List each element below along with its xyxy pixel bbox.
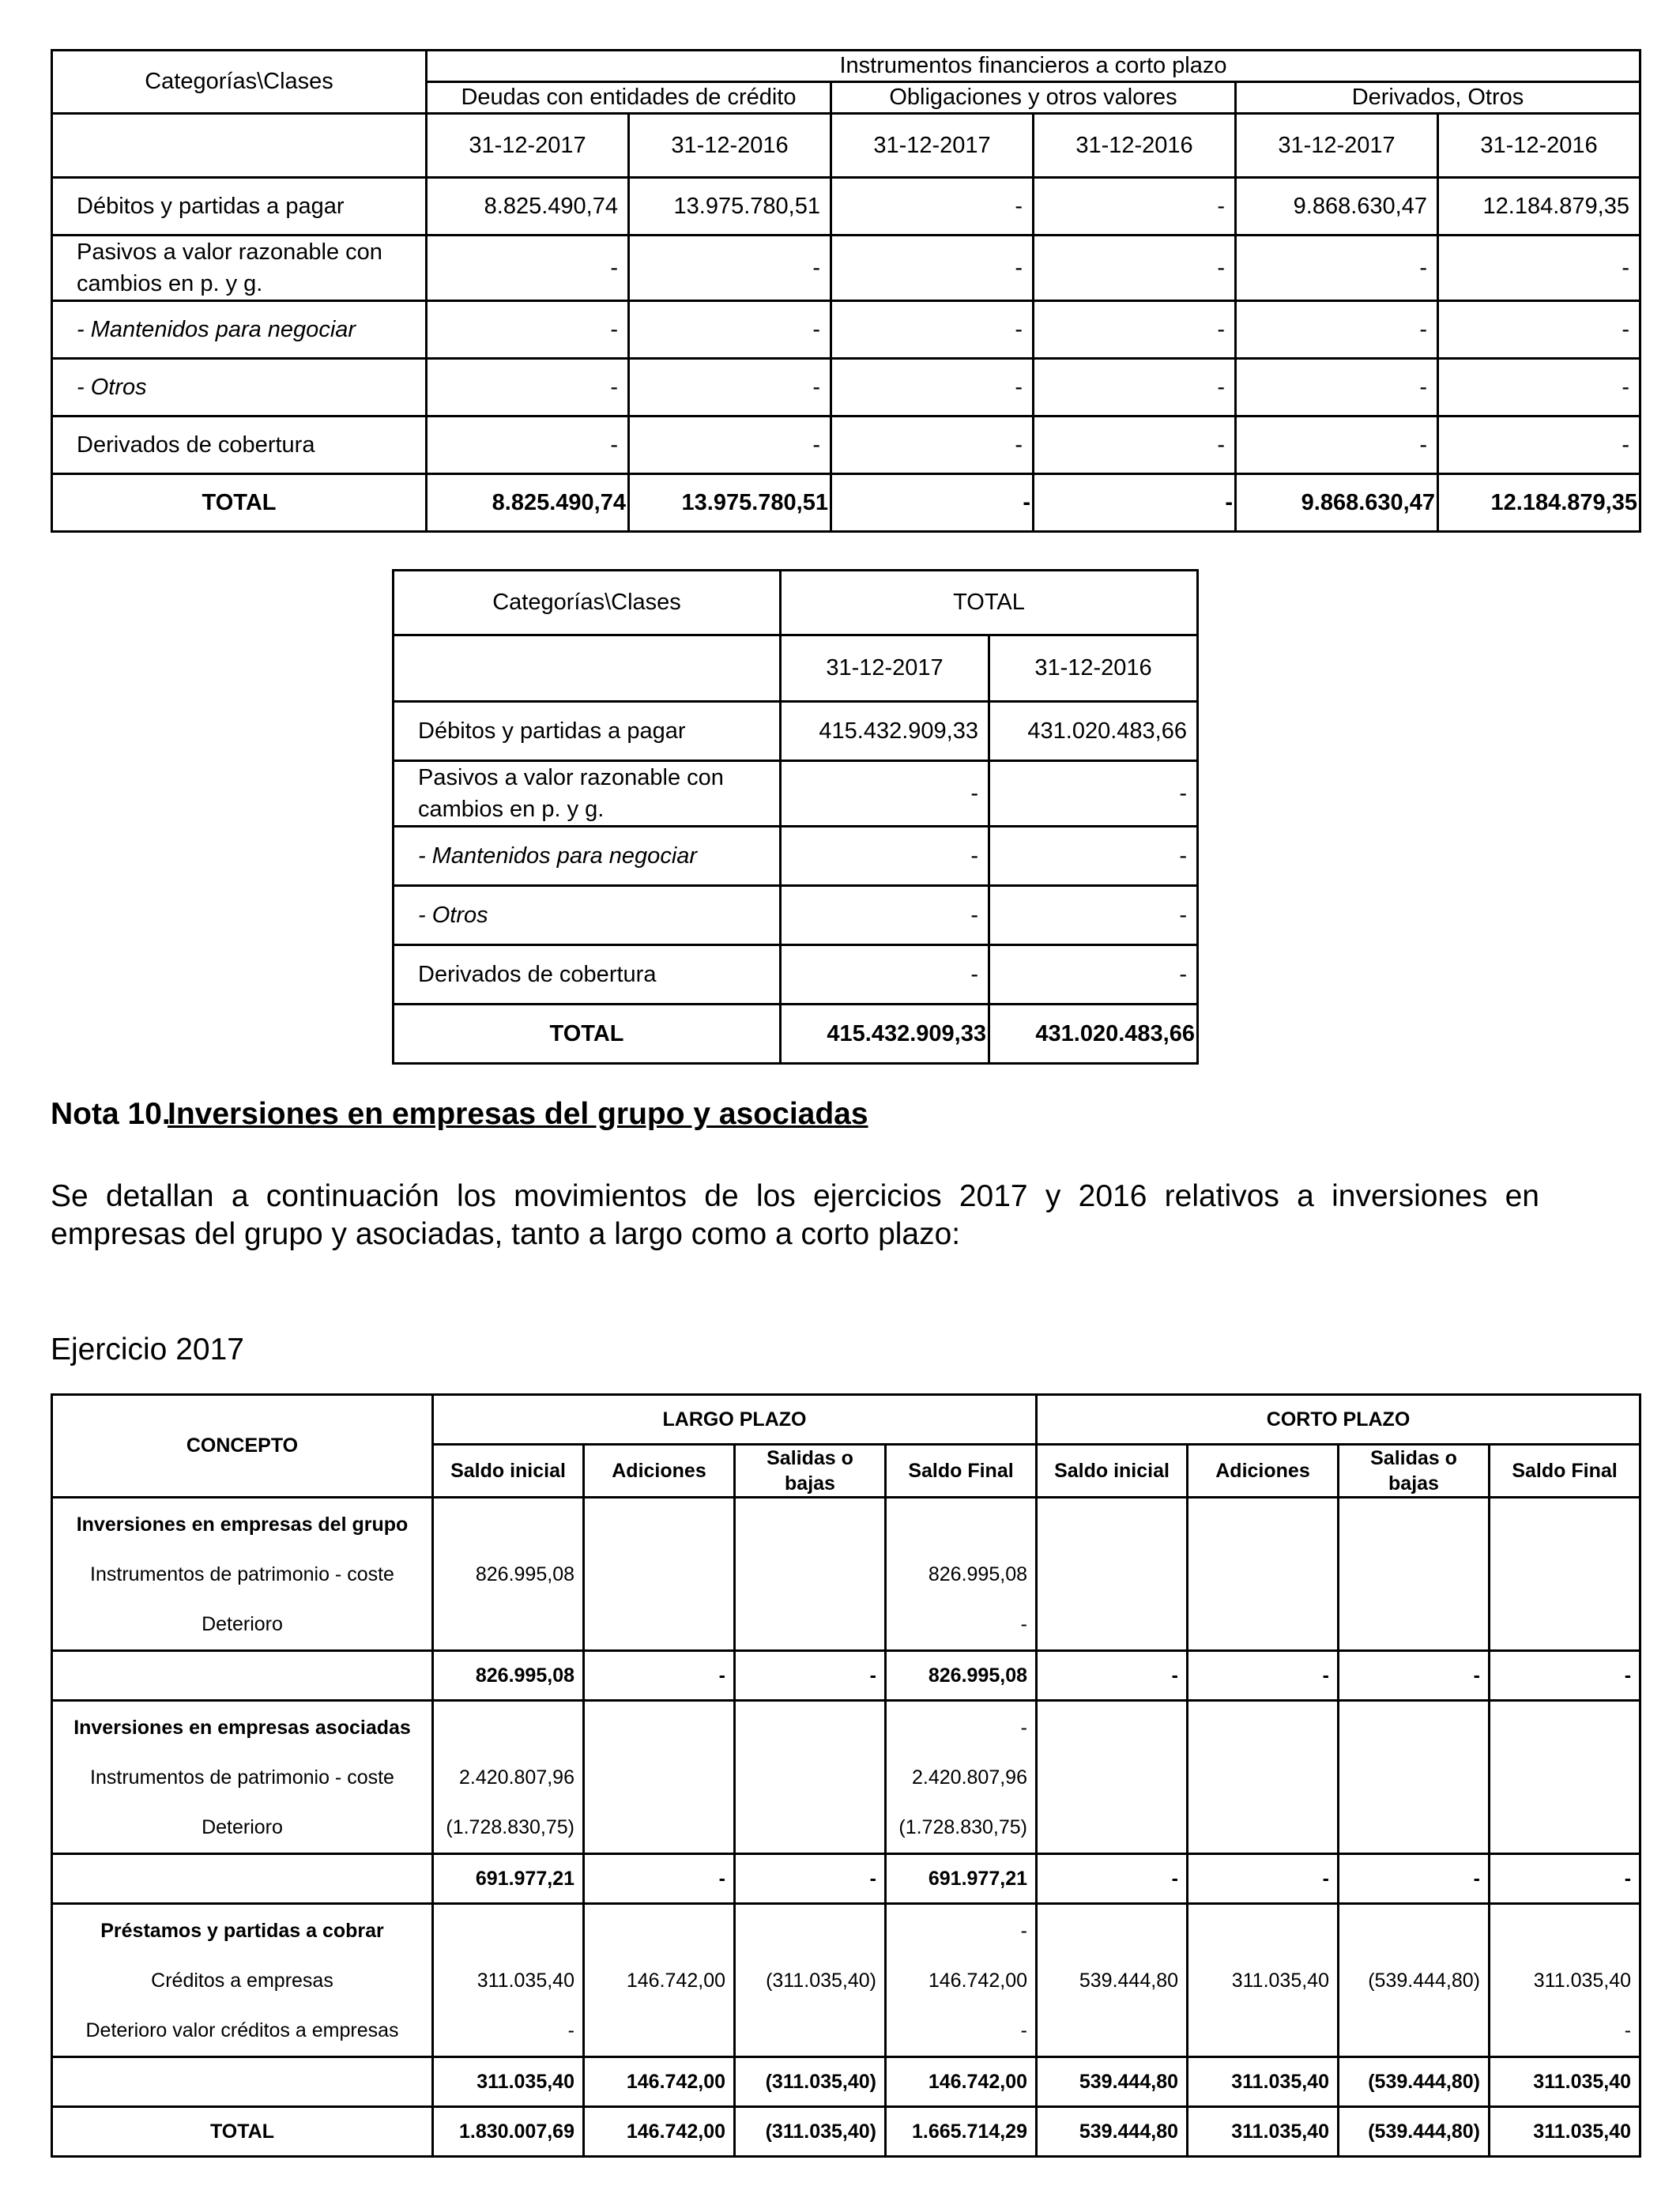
line-label: Deterioro <box>202 1613 283 1635</box>
value-cell: - <box>427 417 629 474</box>
value-cell: - <box>831 301 1034 359</box>
value-cell-stack <box>1037 1498 1188 1651</box>
value-cell: 12.184.879,35 <box>1438 178 1640 236</box>
value-cell: - <box>1438 417 1640 474</box>
value-cell <box>1045 1550 1178 1600</box>
value-cell-stack <box>735 1904 886 2057</box>
value-cell: 311.035,40 <box>477 1970 574 1992</box>
value-cell: - <box>1236 417 1438 474</box>
subtotal-cell: - <box>1490 1651 1640 1701</box>
label-stack <box>61 1500 424 1649</box>
value-cell <box>1498 1500 1631 1550</box>
subtotal-cell: 539.444,80 <box>1037 2057 1188 2107</box>
value-cell: - <box>1236 236 1438 301</box>
value-cell-stack <box>433 1498 584 1651</box>
value-cell: - <box>1034 301 1236 359</box>
column-header: Salidas o bajas <box>735 1445 886 1498</box>
table-row <box>394 886 1198 945</box>
value-stack <box>442 1703 574 1853</box>
value-stack <box>593 1500 725 1649</box>
total-cell: (311.035,40) <box>735 2107 886 2157</box>
value-cell-stack <box>584 1904 735 2057</box>
value-cell <box>1045 1600 1178 1649</box>
value-cell <box>744 1753 876 1803</box>
table-row <box>52 417 1640 474</box>
value-cell: - <box>1020 1717 1027 1739</box>
value-cell <box>1196 1500 1329 1550</box>
subtotal-row <box>52 1854 1640 1904</box>
value-cell: 415.432.909,33 <box>781 702 989 761</box>
value-stack <box>1196 1703 1329 1853</box>
subtotal-cell: - <box>1339 1651 1490 1701</box>
value-cell: - <box>831 474 1034 532</box>
table-row <box>52 236 1640 301</box>
value-cell: 8.825.490,74 <box>427 178 629 236</box>
value-cell <box>1498 1703 1631 1753</box>
value-cell-stack <box>735 1701 886 1854</box>
subtotal-cell: - <box>735 1854 886 1904</box>
value-cell-stack <box>886 1701 1037 1854</box>
note-paragraph: Se detallan a continuación los movimientos de los ejercicios 2017 y 2016 relativos a inversiones en empresas del grupo y asociadas, tanto a largo como a corto plazo: <box>51 1179 1539 1251</box>
value-cell: - <box>427 236 629 301</box>
value-cell: 9.868.630,47 <box>1236 178 1438 236</box>
value-cell: 2.420.807,96 <box>912 1766 1027 1789</box>
value-cell: 8.825.490,74 <box>427 474 629 532</box>
value-cell: 826.995,08 <box>928 1563 1027 1585</box>
total-row <box>394 1005 1198 1064</box>
value-cell: - <box>989 886 1198 945</box>
value-stack <box>895 1703 1027 1853</box>
block-labels <box>52 1701 433 1854</box>
table2-corner-header: Categorías\Clases <box>394 571 781 635</box>
value-cell: 13.975.780,51 <box>629 474 831 532</box>
value-cell: 539.444,80 <box>1079 1970 1178 1992</box>
row-label: - Mantenidos para negociar <box>52 301 427 359</box>
value-cell: - <box>1438 236 1640 301</box>
value-cell: - <box>1236 359 1438 417</box>
value-stack <box>1347 1703 1480 1853</box>
subtotal-cell: - <box>584 1651 735 1701</box>
value-cell <box>1498 1906 1631 1956</box>
value-cell: 9.868.630,47 <box>1236 474 1438 532</box>
value-cell: - <box>1020 1613 1027 1635</box>
value-cell: - <box>629 417 831 474</box>
value-cell: 431.020.483,66 <box>989 1005 1198 1064</box>
value-cell-stack <box>1490 1498 1640 1651</box>
value-cell: (539.444,80) <box>1368 1970 1480 1992</box>
value-cell <box>1347 1500 1480 1550</box>
value-cell <box>1045 1906 1178 1956</box>
row-label: TOTAL <box>52 474 427 532</box>
column-header: Saldo inicial <box>1037 1445 1188 1498</box>
value-cell: - <box>567 2019 574 2041</box>
value-cell <box>744 1703 876 1753</box>
value-stack <box>1045 1500 1178 1649</box>
detail-block-row <box>52 1904 1640 2057</box>
value-cell <box>1196 1600 1329 1649</box>
value-cell-stack <box>433 1701 584 1854</box>
concept-header: CONCEPTO <box>52 1395 433 1498</box>
value-cell <box>1196 1753 1329 1803</box>
total-liabilities-table <box>392 569 1199 1065</box>
value-cell <box>1347 2006 1480 2056</box>
value-stack <box>593 1906 725 2056</box>
value-stack <box>1498 1906 1631 2056</box>
value-cell: 13.975.780,51 <box>629 178 831 236</box>
value-cell <box>1045 1803 1178 1853</box>
value-cell <box>1045 1500 1178 1550</box>
column-header: Saldo Final <box>886 1445 1037 1498</box>
table-row <box>394 827 1198 886</box>
subtotal-cell: - <box>735 1651 886 1701</box>
value-cell <box>1347 1550 1480 1600</box>
total-cell: 1.665.714,29 <box>886 2107 1037 2157</box>
value-cell: (311.035,40) <box>766 1970 876 1992</box>
row-label: Derivados de cobertura <box>394 945 781 1005</box>
value-cell-stack <box>886 1904 1037 2057</box>
table-row <box>52 359 1640 417</box>
value-cell-stack <box>584 1701 735 1854</box>
note-heading <box>51 1097 868 1132</box>
line-label: Instrumentos de patrimonio - coste <box>90 1563 394 1585</box>
value-cell <box>744 1803 876 1853</box>
value-cell: - <box>1236 301 1438 359</box>
value-stack <box>1045 1703 1178 1853</box>
value-cell: - <box>1624 2019 1632 2041</box>
value-cell: 2.420.807,96 <box>459 1766 574 1789</box>
row-label: TOTAL <box>394 1005 781 1064</box>
value-cell: - <box>989 827 1198 886</box>
value-cell <box>1347 1906 1480 1956</box>
label-stack <box>61 1703 424 1853</box>
value-cell: - <box>781 761 989 827</box>
value-cell: - <box>1438 359 1640 417</box>
total-cell: 311.035,40 <box>1490 2107 1640 2157</box>
value-cell-stack <box>584 1498 735 1651</box>
line-label: Deterioro <box>202 1816 283 1838</box>
value-cell-stack <box>1188 1498 1339 1651</box>
value-stack <box>744 1500 876 1649</box>
value-cell: - <box>629 359 831 417</box>
subtotal-cell: (311.035,40) <box>735 2057 886 2107</box>
column-header: Salidas o bajas <box>1339 1445 1490 1498</box>
table-row <box>52 178 1640 236</box>
value-cell <box>895 1500 1027 1550</box>
subtotal-cell: - <box>1188 1854 1339 1904</box>
value-cell <box>593 1803 725 1853</box>
value-stack <box>1347 1500 1480 1649</box>
total-cell: 1.830.007,69 <box>433 2107 584 2157</box>
value-cell <box>1498 1600 1631 1649</box>
row-label: Débitos y partidas a pagar <box>394 702 781 761</box>
value-stack <box>593 1703 725 1853</box>
value-cell: - <box>1034 236 1236 301</box>
row-label: Pasivos a valor razonable con cambios en p. y g. <box>52 236 427 301</box>
subtotal-cell: (539.444,80) <box>1339 2057 1490 2107</box>
value-cell-stack <box>1037 1904 1188 2057</box>
subtotal-empty-label <box>52 1854 433 1904</box>
total-cell: (539.444,80) <box>1339 2107 1490 2157</box>
subtotal-empty-label <box>52 1651 433 1701</box>
row-label: - Mantenidos para negociar <box>394 827 781 886</box>
value-cell <box>442 1906 574 1956</box>
short-term-liabilities-table <box>51 49 1641 533</box>
value-cell <box>442 1600 574 1649</box>
exercise-subheading: Ejercicio 2017 <box>51 1333 244 1367</box>
table1-date-header: 31-12-2017 <box>1236 114 1438 178</box>
line-label: Créditos a empresas <box>151 1970 333 1992</box>
value-stack <box>1498 1500 1631 1649</box>
value-cell <box>744 1906 876 1956</box>
value-cell: 415.432.909,33 <box>781 1005 989 1064</box>
table2-empty-cell <box>394 635 781 702</box>
value-stack <box>442 1906 574 2056</box>
total-row <box>52 474 1640 532</box>
value-cell-stack <box>735 1498 886 1651</box>
table-row <box>394 702 1198 761</box>
value-cell <box>442 1500 574 1550</box>
value-cell: 146.742,00 <box>928 1970 1027 1992</box>
value-cell: - <box>1034 359 1236 417</box>
subtotal-cell: 691.977,21 <box>886 1854 1037 1904</box>
value-cell <box>593 1753 725 1803</box>
note-title: Inversiones en empresas del grupo y asociadas <box>168 1097 868 1131</box>
value-cell-stack <box>886 1498 1037 1651</box>
value-cell: 12.184.879,35 <box>1438 474 1640 532</box>
subtotal-cell: - <box>1490 1854 1640 1904</box>
subtotal-cell: 146.742,00 <box>886 2057 1037 2107</box>
total-row <box>52 2107 1640 2157</box>
value-stack <box>1347 1906 1480 2056</box>
row-label: - Otros <box>394 886 781 945</box>
value-cell: - <box>989 945 1198 1005</box>
value-cell <box>744 1550 876 1600</box>
value-cell <box>1196 1550 1329 1600</box>
value-cell: - <box>1034 178 1236 236</box>
value-cell <box>1196 2006 1329 2056</box>
table2-date-header: 31-12-2016 <box>989 635 1198 702</box>
value-stack <box>895 1906 1027 2056</box>
value-cell-stack <box>1339 1498 1490 1651</box>
value-cell <box>744 1600 876 1649</box>
line-label: Instrumentos de patrimonio - coste <box>90 1766 394 1789</box>
value-cell <box>1196 1703 1329 1753</box>
value-cell <box>593 1500 725 1550</box>
value-cell <box>1498 1550 1631 1600</box>
table2-date-header: 31-12-2017 <box>781 635 989 702</box>
value-cell <box>1498 1753 1631 1803</box>
value-cell <box>1498 1803 1631 1853</box>
value-cell: 311.035,40 <box>1533 1970 1632 1992</box>
value-cell <box>1045 1703 1178 1753</box>
value-stack <box>744 1906 876 2056</box>
section-title: Préstamos y partidas a cobrar <box>100 1920 384 1942</box>
row-label: - Otros <box>52 359 427 417</box>
value-cell <box>1347 1703 1480 1753</box>
table1-empty-cell <box>52 114 427 178</box>
total-cell: 539.444,80 <box>1037 2107 1188 2157</box>
value-cell: - <box>629 236 831 301</box>
value-stack <box>744 1703 876 1853</box>
total-label: TOTAL <box>52 2107 433 2157</box>
value-cell <box>442 1703 574 1753</box>
subtotal-row <box>52 2057 1640 2107</box>
table-row <box>394 761 1198 827</box>
value-cell-stack <box>433 1904 584 2057</box>
column-header: Saldo Final <box>1490 1445 1640 1498</box>
value-cell <box>1347 1753 1480 1803</box>
column-header: Adiciones <box>1188 1445 1339 1498</box>
short-term-header: CORTO PLAZO <box>1037 1395 1640 1445</box>
value-cell <box>593 1906 725 1956</box>
value-cell: 431.020.483,66 <box>989 702 1198 761</box>
table1-subgroup-header: Obligaciones y otros valores <box>831 82 1236 114</box>
value-stack <box>895 1500 1027 1649</box>
value-cell: - <box>781 827 989 886</box>
table1-date-header: 31-12-2016 <box>1034 114 1236 178</box>
value-cell: - <box>629 301 831 359</box>
value-cell: 826.995,08 <box>475 1563 574 1585</box>
value-cell: 311.035,40 <box>1231 1970 1329 1992</box>
value-cell: - <box>1034 474 1236 532</box>
table1-subgroup-header: Deudas con entidades de crédito <box>427 82 831 114</box>
value-cell: (1.728.830,75) <box>446 1816 574 1838</box>
value-stack <box>1196 1906 1329 2056</box>
table1-group-header: Instrumentos financieros a corto plazo <box>427 51 1640 82</box>
value-cell <box>593 2006 725 2056</box>
value-cell <box>744 2006 876 2056</box>
subtotal-cell: - <box>1037 1651 1188 1701</box>
subtotal-cell: - <box>584 1854 735 1904</box>
value-cell-stack <box>1339 1701 1490 1854</box>
value-cell: - <box>831 417 1034 474</box>
subtotal-cell: - <box>1037 1854 1188 1904</box>
table1-date-header: 31-12-2017 <box>427 114 629 178</box>
value-cell: - <box>1020 2019 1027 2041</box>
table-row <box>52 301 1640 359</box>
subtotal-cell: 311.035,40 <box>1490 2057 1640 2107</box>
investments-movements-table <box>51 1393 1641 2158</box>
row-label: Derivados de cobertura <box>52 417 427 474</box>
subtotal-cell: 826.995,08 <box>433 1651 584 1701</box>
value-cell: - <box>1034 417 1236 474</box>
value-cell <box>1045 2006 1178 2056</box>
subtotal-cell: 691.977,21 <box>433 1854 584 1904</box>
value-cell: - <box>831 359 1034 417</box>
row-label: Pasivos a valor razonable con cambios en p. y g. <box>394 761 781 827</box>
value-stack <box>1045 1906 1178 2056</box>
value-stack <box>1498 1703 1631 1853</box>
value-cell: - <box>831 178 1034 236</box>
table1-date-header: 31-12-2017 <box>831 114 1034 178</box>
subtotal-cell: 311.035,40 <box>1188 2057 1339 2107</box>
value-cell <box>1196 1803 1329 1853</box>
section-title: Inversiones en empresas asociadas <box>73 1717 411 1739</box>
value-cell-stack <box>1490 1904 1640 2057</box>
column-header: Saldo inicial <box>433 1445 584 1498</box>
detail-block-row <box>52 1498 1640 1651</box>
value-cell-stack <box>1339 1904 1490 2057</box>
value-cell-stack <box>1188 1904 1339 2057</box>
value-cell: 146.742,00 <box>626 1970 725 1992</box>
table1-corner-header: Categorías\Clases <box>52 51 427 114</box>
value-cell <box>744 1500 876 1550</box>
table1-subgroup-header: Derivados, Otros <box>1236 82 1640 114</box>
subtotal-row <box>52 1651 1640 1701</box>
table2-group-header: TOTAL <box>781 571 1198 635</box>
value-cell: - <box>427 359 629 417</box>
subtotal-cell: - <box>1339 1854 1490 1904</box>
value-cell: - <box>831 236 1034 301</box>
value-cell: - <box>427 301 629 359</box>
value-cell <box>593 1600 725 1649</box>
subtotal-cell: 311.035,40 <box>433 2057 584 2107</box>
note-number: Nota 10. <box>51 1097 171 1131</box>
subtotal-cell: - <box>1188 1651 1339 1701</box>
subtotal-cell: 826.995,08 <box>886 1651 1037 1701</box>
block-labels <box>52 1498 433 1651</box>
row-label: Débitos y partidas a pagar <box>52 178 427 236</box>
value-cell <box>1347 1600 1480 1649</box>
value-stack <box>1196 1500 1329 1649</box>
detail-block-row <box>52 1701 1640 1854</box>
value-cell: - <box>781 945 989 1005</box>
value-cell-stack <box>1037 1701 1188 1854</box>
value-cell <box>593 1550 725 1600</box>
label-stack <box>61 1906 424 2056</box>
value-cell <box>1347 1803 1480 1853</box>
value-cell: - <box>781 886 989 945</box>
section-title: Inversiones en empresas del grupo <box>76 1514 409 1536</box>
block-labels <box>52 1904 433 2057</box>
total-cell: 146.742,00 <box>584 2107 735 2157</box>
value-stack <box>442 1500 574 1649</box>
table-row <box>394 945 1198 1005</box>
value-cell-stack <box>1188 1701 1339 1854</box>
table1-date-header: 31-12-2016 <box>629 114 831 178</box>
value-cell <box>1196 1906 1329 1956</box>
table1-date-header: 31-12-2016 <box>1438 114 1640 178</box>
value-cell: - <box>989 761 1198 827</box>
column-header: Adiciones <box>584 1445 735 1498</box>
long-term-header: LARGO PLAZO <box>433 1395 1037 1445</box>
value-cell: (1.728.830,75) <box>898 1816 1027 1838</box>
value-cell <box>1045 1753 1178 1803</box>
subtotal-empty-label <box>52 2057 433 2107</box>
total-cell: 311.035,40 <box>1188 2107 1339 2157</box>
value-cell: - <box>1438 301 1640 359</box>
line-label: Deterioro valor créditos a empresas <box>85 2019 399 2041</box>
subtotal-cell: 146.742,00 <box>584 2057 735 2107</box>
value-cell: - <box>1020 1920 1027 1942</box>
value-cell-stack <box>1490 1701 1640 1854</box>
value-cell <box>593 1703 725 1753</box>
